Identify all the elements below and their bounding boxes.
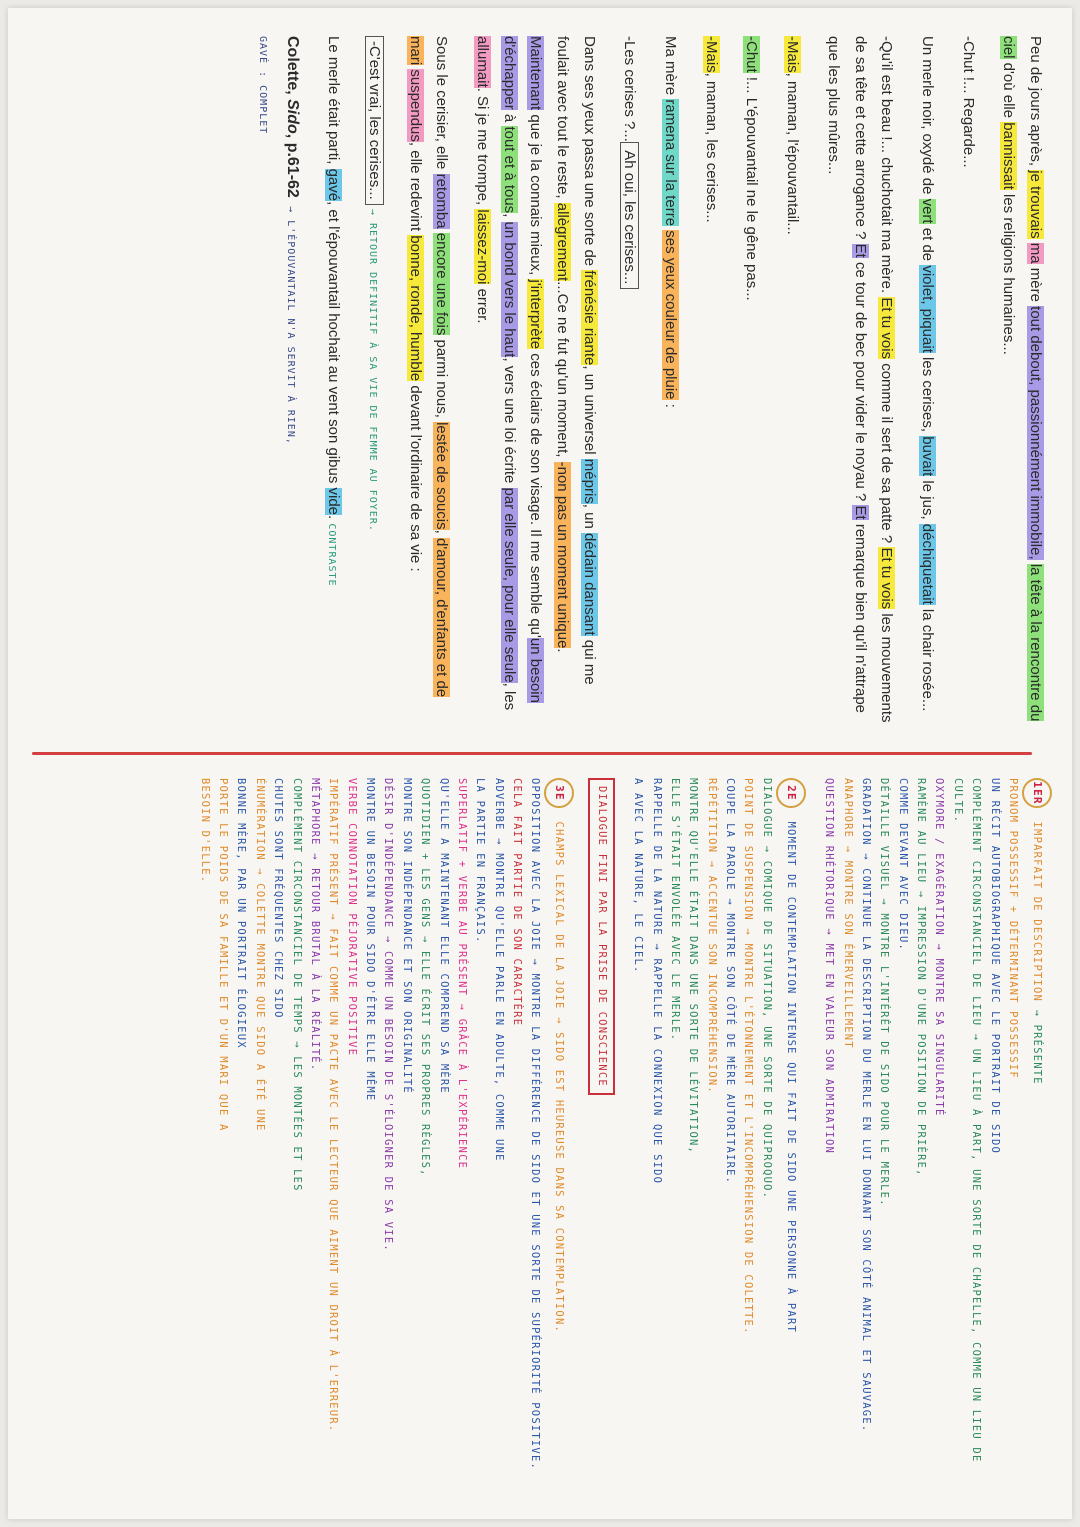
note-line: MOMENT DE CONTEMPLATION INTENSE QUI FAIT DE SIDO UNE PERSONNE À PART bbox=[784, 821, 797, 1333]
note-line: A AVEC LA NATURE, LE CIEL. bbox=[632, 778, 645, 974]
section-1 bbox=[820, 778, 1052, 1498]
text: !... L'épouvantail ne le gêne pas... bbox=[743, 72, 761, 301]
paragraph-7 bbox=[697, 36, 724, 726]
highlight: tout et à tous bbox=[500, 126, 518, 214]
text: remarque bien qu'il n'attrape que les plus mûres... bbox=[824, 36, 869, 714]
section-2 bbox=[629, 778, 806, 1498]
note-line: RÉPÉTITION → ACCENTUE SON INCOMPRÉHENSION. bbox=[705, 778, 718, 1094]
text: ce tour de bec pour vider le noyau ? bbox=[851, 257, 869, 506]
note-line: SUPERLATIF + VERBE AU PRÉSENT → GRÂCE À L'EXPÉRIENCE bbox=[456, 778, 468, 1170]
highlight: allègrement bbox=[554, 202, 572, 282]
highlight: gavé bbox=[325, 168, 343, 202]
text: , un bbox=[580, 503, 598, 533]
text: , maman, les cerises... bbox=[702, 72, 720, 223]
highlight: la tête à la rencontre du ciel bbox=[1000, 36, 1044, 722]
note-line: ANAPHORE → MONTRE SON ÉMERVEILLEMENT bbox=[841, 778, 854, 1049]
note-line: GRADATION → CONTINUE LA DESCRIPTION DU MERLE EN LUI DONNANT SON CÔTÉ ANIMAL ET SAUVAGE. bbox=[860, 778, 872, 1433]
paragraph-13 bbox=[320, 36, 347, 726]
text: , bbox=[433, 529, 451, 538]
paragraph-2: -Chut !... Regarde... bbox=[959, 36, 977, 168]
text: les religions humaines... bbox=[1000, 189, 1018, 355]
note-line: CELA FAIT PARTIE DE SON CARACTÈRE bbox=[511, 778, 524, 1027]
text: parmi nous, bbox=[433, 335, 451, 423]
source-line bbox=[250, 36, 305, 726]
text: ...Ce ne fut qu'un moment, bbox=[554, 281, 572, 462]
rotated-page bbox=[8, 8, 1072, 1519]
note-line: ELLE S'ÉTAIT ENVOLÉE AVEC LE MERLE. bbox=[669, 778, 681, 1042]
note-line: DIALOGUE → COMIQUE DE SITUATION, UNE SORTE DE QUIPROQUO. bbox=[760, 778, 773, 1200]
text: et de bbox=[918, 223, 936, 266]
paragraph-11 bbox=[401, 36, 454, 726]
highlight: retomba bbox=[433, 173, 451, 229]
highlight: encore une fois bbox=[433, 232, 451, 336]
text: Dans ses yeux passa une sorte de bbox=[580, 36, 598, 271]
highlight: tout debout, passionnément immobile, bbox=[1027, 306, 1044, 560]
boxed-note: DIALOGUE FINI PAR LA PRISE DE CONSCIENCE bbox=[589, 778, 615, 1095]
highlight: vert bbox=[918, 198, 936, 224]
analysis-column bbox=[181, 778, 1052, 1498]
note-line: QUOTIDIEN + LES GENS → ELLE ÉCRIT SES PROPRES RÈGLES, bbox=[419, 778, 432, 1177]
page-ref: , p.61-62 bbox=[283, 133, 301, 198]
note-line: MONTRE UN BESOIN POUR SIDO D'ÊTRE ELLE MÊME bbox=[364, 778, 377, 1102]
note-line: BONNE MÈRE, PAR UN PORTRAIT ÉLOGIEUX bbox=[235, 778, 248, 1049]
note-line: PORTE LE POIDS DE SA FAMILLE ET D'UN MARI QUE A bbox=[217, 778, 230, 1132]
section-3 bbox=[195, 778, 574, 1498]
highlight: frénésie riante bbox=[580, 270, 598, 366]
note-line: COMME DEVANT AVEC DIEU. bbox=[896, 778, 909, 951]
text: Le merle était parti, bbox=[325, 36, 343, 169]
notebook-sheet bbox=[8, 8, 1072, 1519]
note-line: VERBE CONNOTATION PÉJORATIVE POSITIVE bbox=[345, 778, 358, 1057]
note-line: RAPPELLE DE LA NATURE → RAPPELLE LA CONNEXION QUE SIDO bbox=[650, 778, 663, 1185]
highlight: Et bbox=[851, 505, 869, 520]
margin-note: CONTRASTE bbox=[326, 523, 338, 587]
text: , et l'épouvantail hochait au vent son gibus bbox=[325, 201, 343, 488]
text: ces éclairs de son visage. Il me semble qu' bbox=[527, 349, 545, 638]
highlight: un bond vers le haut bbox=[500, 221, 518, 358]
highlight: j'interprète bbox=[527, 279, 545, 350]
text: d'où elle bbox=[1000, 58, 1018, 123]
excerpt-column bbox=[236, 36, 1048, 726]
text: Ma mère bbox=[662, 36, 680, 100]
text: Peu de jours après, bbox=[1027, 36, 1044, 171]
text: , un universel bbox=[580, 365, 598, 459]
author: Colette, bbox=[283, 36, 301, 100]
text: -Les cerises ?... bbox=[621, 36, 639, 142]
note-line: POINT DE SUSPENSION → MONTRE L'ÉTONNEMENT ET L'INCOMPRÉHENSION DE COLETTE. bbox=[742, 778, 755, 1335]
text: comme il sert de sa patte ? bbox=[878, 359, 896, 548]
section-number: 3E bbox=[545, 778, 575, 808]
note-line: MÉTAPHORE → RETOUR BRUTAL À LA RÉALITÉ. bbox=[309, 778, 321, 1072]
note-line: COMPLÉMENT CIRCONSTANCIEL DE LIEU → UN LIEU À PART, UNE SORTE DE CHAPELLE, COMME UN LIEU DE CULTE. bbox=[951, 778, 983, 1463]
note-line: QU'ELLE A MAINTENANT ELLE COMPREND SA MÈRE bbox=[437, 778, 450, 1094]
paragraph-3 bbox=[913, 36, 940, 726]
text: errer. bbox=[474, 284, 491, 324]
note-line: OXYMORE / EXAGÉRATION → MONTRE SA SINGULARITÉ bbox=[933, 778, 946, 1117]
highlight: ramena sur la terre bbox=[662, 99, 680, 227]
text: devant l'ordinaire de sa vie : bbox=[406, 381, 424, 572]
highlight: -Mais bbox=[702, 36, 720, 73]
paragraph-9 bbox=[616, 36, 643, 726]
text: Un merle noir, oxydé de bbox=[918, 36, 936, 199]
text: : bbox=[662, 399, 680, 408]
note-line: RAMÈNE AU LIEU → IMPRESSION D'UNE POSITION DE PRIÈRE, bbox=[915, 778, 928, 1177]
note-line: CHAMPS LEXICAL DE LA JOIE → SIDO EST HEUREUSE DANS SA CONTEMPLATION. bbox=[553, 821, 566, 1333]
highlight: buvait bbox=[918, 436, 936, 477]
text: , elle redevint bbox=[406, 141, 424, 236]
note-line: COMPLÉMENT CIRCONSTANCIEL DE TEMPS → LES MONTÉES ET LES bbox=[290, 778, 303, 1192]
paragraph-5 bbox=[779, 36, 806, 726]
text: que je la connais mieux, bbox=[527, 110, 545, 280]
note-line: ADVERBE → MONTRE QU'ELLE PARLE EN ADULTE, COMME UNE bbox=[492, 778, 505, 1162]
highlight: dédain dansant bbox=[580, 532, 598, 636]
red-divider bbox=[32, 752, 1032, 755]
note-line: DÉSIR D'INDÉPENDANCE → COMME UN BESOIN DE S'ÉLOIGNER DE SA VIE. bbox=[382, 778, 395, 1252]
paragraph-4 bbox=[819, 36, 899, 726]
highlight: Et tu vois bbox=[878, 547, 896, 610]
note-line: CHUTES SONT FRÉQUENTES CHEZ SIDO bbox=[272, 778, 285, 1019]
margin-note: GAVÉ : COMPLET bbox=[257, 36, 269, 135]
boxed-text: -C'est vrai, les cerises... bbox=[365, 36, 384, 205]
text: . bbox=[325, 515, 343, 520]
highlight: mépris bbox=[580, 458, 598, 504]
section-number: 1ER bbox=[1022, 778, 1052, 808]
paragraph-8 bbox=[656, 36, 683, 726]
highlight: ses yeux couleur de pluie bbox=[662, 230, 680, 400]
margin-note: → RETOUR DEFINITIF À SA VIE DE FEMME AU FOYER. bbox=[366, 208, 378, 532]
note-line: IMPARFAIT DE DESCRIPTION bbox=[1031, 821, 1043, 1003]
paragraph-1 bbox=[995, 36, 1048, 726]
highlight: allumait bbox=[474, 36, 491, 88]
note-line: LA PARTIE EN FRANÇAIS. bbox=[474, 778, 487, 944]
boxed-text: Ah oui, les cerises... bbox=[620, 142, 639, 290]
highlight: Maintenant bbox=[527, 36, 545, 111]
text: -Qu'il est beau !... chuchotait ma mère. bbox=[878, 36, 896, 298]
text: les mouvements de sa tête et cette arrogance ? bbox=[851, 36, 896, 723]
text: , maman, l'épouvantail... bbox=[784, 72, 802, 235]
note-line: DÉTAILLE VISUEL → MONTRE L'INTÉRÊT DE SIDO POUR LE MERLE. bbox=[878, 778, 891, 1207]
highlight: violet, piquait bbox=[918, 265, 936, 353]
note-line: MONTRE SON INDÉPENDANCE ET SON ORIGINALITÉ bbox=[400, 778, 413, 1094]
note-line: UN RÉCIT AUTOBIOGRAPHIQUE AVEC LE PORTRAIT DE SIDO bbox=[988, 778, 1001, 1155]
highlight: -non pas un moment unique bbox=[554, 461, 572, 649]
text: qui me foulait avec tout le reste, bbox=[554, 36, 598, 685]
text: le jus, bbox=[918, 476, 936, 524]
highlight: lestée de soucis bbox=[433, 422, 451, 530]
note-line: PRONOM POSSESSIF + DÉTERMINANT POSSESSIF bbox=[1007, 778, 1019, 1079]
paragraph-10 bbox=[468, 36, 601, 726]
text: . bbox=[554, 648, 572, 653]
note-line: IMPÉRATIF PRÉSENT → FAIT COMME UN PACTE AVEC LE LECTEUR QUE AIMENT UN DROIT À L'ERREUR. bbox=[327, 778, 340, 1433]
book-title: Sido bbox=[283, 99, 301, 134]
note-line: MONTRE QU'ELLE ÉTAIT DANS UNE SORTE DE LÉVITATION, bbox=[687, 778, 700, 1155]
note-line: COUPE LA PAROLE → MONTRE SON CÔTÉ DE MÈRE AUTORITAIRE. bbox=[724, 778, 737, 1185]
highlight: par elle seule, pour elle seule bbox=[500, 487, 518, 683]
section-number: 2E bbox=[776, 778, 806, 808]
text: , bbox=[500, 213, 518, 222]
highlight: -Chut bbox=[743, 36, 761, 73]
highlight: laissez-moi bbox=[474, 209, 491, 285]
note-line: → PRÉSENTE bbox=[1031, 1009, 1043, 1085]
highlight: bonne, ronde, humble bbox=[406, 235, 424, 382]
conclusion-box bbox=[589, 778, 615, 1498]
paragraph-12 bbox=[360, 36, 387, 726]
highlight: -Mais bbox=[784, 36, 802, 73]
margin-note: → L'ÉPOUVANTAIL N'A SERVIT À RIEN, bbox=[284, 206, 296, 445]
highlight: vide bbox=[325, 487, 343, 516]
text: . Si je me trompe, bbox=[474, 87, 491, 210]
note-line: OPPOSITION AVEC LA JOIE → MONTRE LA DIFFÉRENCE DE SIDO ET UNE SORTE DE SUPÉRIORITÉ POSITIVE. bbox=[529, 778, 542, 1470]
text: , vers une loi écrite bbox=[500, 357, 518, 488]
text: la chair rosée... bbox=[918, 604, 936, 712]
highlight: d'amour, d'enfants et de mari bbox=[406, 36, 451, 698]
note-line: ÉNUMÉRATION → COLETTE MONTRE QUE SIDO A ÉTÉ UNE bbox=[253, 778, 266, 1132]
highlight: ma bbox=[1027, 242, 1044, 264]
text: mère bbox=[1027, 263, 1044, 307]
highlight: déchiquetait bbox=[918, 523, 936, 605]
highlight: je trouvais bbox=[1027, 170, 1044, 239]
highlight: Et bbox=[851, 243, 869, 258]
text: Sous le cerisier, elle bbox=[433, 36, 451, 174]
text: , les bbox=[500, 682, 518, 711]
highlight: bannissait bbox=[1000, 122, 1018, 190]
text: les cerises, bbox=[918, 352, 936, 437]
highlight: Et tu vois bbox=[878, 297, 896, 360]
highlight: suspendus bbox=[406, 69, 424, 142]
text: à bbox=[500, 109, 518, 127]
note-line: BESOIN D'ELLE. bbox=[198, 778, 211, 884]
highlight: un besoin d'échapper bbox=[500, 36, 545, 703]
paragraph-6 bbox=[738, 36, 765, 726]
note-line: QUESTION RHÉTORIQUE → MET EN VALEUR SON ADMIRATION bbox=[823, 778, 836, 1155]
